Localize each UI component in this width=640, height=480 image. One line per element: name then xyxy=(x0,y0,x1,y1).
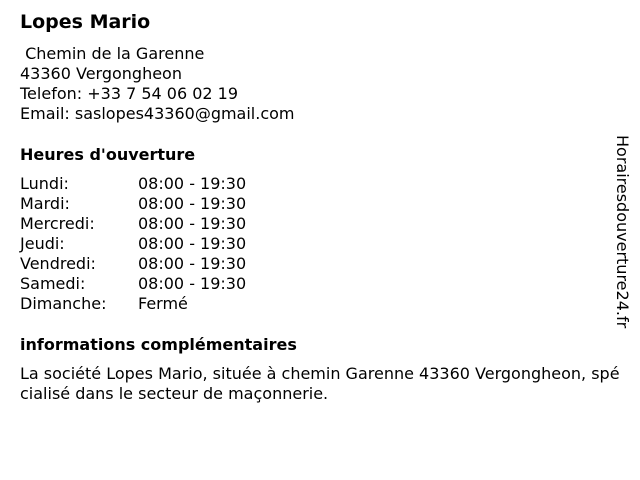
hours-day: Samedi: xyxy=(20,274,86,293)
site-watermark: Horairesdouverture24.fr xyxy=(613,135,632,329)
hours-day: Lundi: xyxy=(20,174,69,193)
hours-day: Jeudi: xyxy=(20,234,65,253)
hours-row xyxy=(20,174,246,194)
hours-day: Dimanche: xyxy=(20,294,107,313)
hours-row xyxy=(20,234,246,254)
hours-time: Fermé xyxy=(138,294,188,313)
business-description: La société Lopes Mario, située à chemin Garenne 43360 Vergongheon, spécialisé dans le secteur de maçonnerie. xyxy=(20,364,620,403)
hours-time: 08:00 - 19:30 xyxy=(138,194,247,213)
hours-row xyxy=(20,194,246,214)
business-name: Lopes Mario xyxy=(20,11,151,33)
hours-time: 08:00 - 19:30 xyxy=(138,234,247,253)
hours-row xyxy=(20,274,246,294)
address-city: 43360 Vergongheon xyxy=(20,64,182,83)
hours-row xyxy=(20,254,246,274)
hours-row xyxy=(20,294,246,314)
hours-day: Mercredi: xyxy=(20,214,95,233)
hours-day: Vendredi: xyxy=(20,254,96,273)
email-address: Email: saslopes43360@gmail.com xyxy=(20,104,295,123)
opening-hours-table xyxy=(20,174,246,314)
hours-heading: Heures d'ouverture xyxy=(20,145,196,164)
info-heading: informations complémentaires xyxy=(20,335,297,354)
hours-time: 08:00 - 19:30 xyxy=(138,174,247,193)
hours-time: 08:00 - 19:30 xyxy=(138,214,247,233)
address-street: Chemin de la Garenne xyxy=(20,44,205,63)
hours-row xyxy=(20,214,246,234)
hours-time: 08:00 - 19:30 xyxy=(138,274,247,293)
contact-block xyxy=(20,44,295,124)
hours-time: 08:00 - 19:30 xyxy=(138,254,247,273)
hours-day: Mardi: xyxy=(20,194,70,213)
phone-number: Telefon: +33 7 54 06 02 19 xyxy=(20,84,239,103)
